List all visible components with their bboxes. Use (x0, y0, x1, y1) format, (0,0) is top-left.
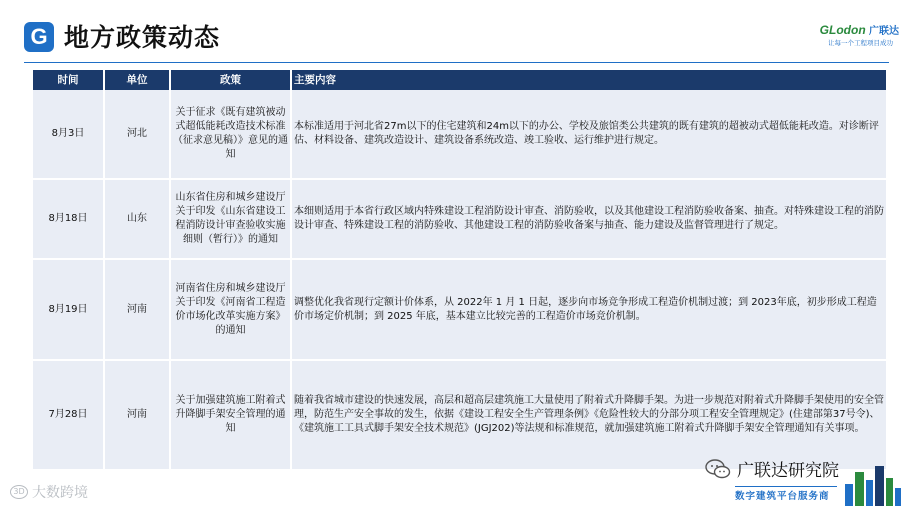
cell-policy: 山东省住房和城乡建设厅关于印发《山东省建设工程消防设计审查验收实施细则（暂行）》的通知 (170, 179, 291, 259)
cell-time: 8月19日 (33, 259, 104, 360)
cell-policy: 河南省住房和城乡建设厅关于印发《河南省工程造价市场化改革实施方案》的通知 (170, 259, 291, 360)
watermark-dashujk (10, 482, 88, 502)
cell-unit: 河南 (104, 360, 170, 470)
brand-slogan: 让每一个工程项目成功 (828, 39, 893, 47)
column-header-unit: 单位 (104, 70, 170, 90)
column-header-policy: 政策 (170, 70, 291, 90)
cell-policy: 关于征求《既有建筑被动式超低能耗改造技术标准（征求意见稿）》意见的通知 (170, 90, 291, 179)
cell-content: 随着我省城市建设的快速发展，高层和超高层建筑施工大量使用了附着式升降脚手架。为进一步规范对附着式升降脚手架使用的安全管理，防范生产安全事故的发生，依据《建设工程安全生产管理条例》《危险性较大的分部分项工程安全管理规定》(住建部第37号令)、《建筑施工工具式脚手架安全技术规范》(JGJ202)等法规和标准规范，就加强建筑施工附着式升降脚手架安全管理通知有关事项。 (291, 360, 887, 470)
cell-content: 本标准适用于河北省27m以下的住宅建筑和24m以下的办公、学校及旅馆类公共建筑的既有建筑的超被动式超低能耗改造。对诊断评估、材料设备、建筑改造设计、建筑设备系统改造、竣工验收、运行维护进行规定。 (291, 90, 887, 179)
cell-policy: 关于加强建筑施工附着式升降脚手架安全管理的通知 (170, 360, 291, 470)
watermark-text: 大数跨境 (32, 485, 88, 501)
footer-divider (735, 486, 837, 487)
watermark-logo-icon: 3D (10, 485, 28, 499)
policy-table (33, 70, 888, 471)
wechat-account (705, 456, 839, 481)
table-row (33, 259, 887, 360)
wechat-account-name: 广联达研究院 (737, 461, 839, 481)
table-row (33, 179, 887, 259)
brand-name-en: GLodon (819, 23, 866, 37)
brand-logo (769, 22, 899, 52)
service-slogan: 数字建筑平台服务商 (735, 491, 830, 502)
cell-unit: 河南 (104, 259, 170, 360)
table-row (33, 90, 887, 179)
wechat-icon (705, 459, 731, 479)
cell-time: 8月3日 (33, 90, 104, 179)
column-header-content: 主要内容 (291, 70, 887, 90)
cell-time: 7月28日 (33, 360, 104, 470)
page-title: 地方政策动态 (64, 23, 221, 52)
table-row (33, 360, 887, 470)
header-divider (24, 62, 889, 63)
cell-unit: 山东 (104, 179, 170, 259)
brand-name-cn: 广联达 (869, 26, 899, 37)
cell-content: 调整优化我省现行定额计价体系，从 2022年 1 月 1 日起，逐步向市场竞争形成工程造价机制过渡；到 2023年底，初步形成工程造价市场定价机制；到 2025 年底，基本建立比较完善的工程造价市场竞价机制。 (291, 259, 887, 360)
city-skyline-icon (843, 462, 903, 506)
cell-unit: 河北 (104, 90, 170, 179)
cell-time: 8月18日 (33, 179, 104, 259)
column-header-time: 时间 (33, 70, 104, 90)
brand-name (820, 22, 899, 37)
cell-content: 本细则适用于本省行政区域内特殊建设工程消防设计审查、消防验收，以及其他建设工程消防验收备案、抽查。对特殊建设工程的消防设计审查、特殊建设工程的消防验收、其他建设工程的消防验收备案与抽查、能力建设及监督管理进行了规定。 (291, 179, 887, 259)
glodon-logo-icon: G (24, 22, 54, 52)
table-header-row (33, 70, 887, 90)
